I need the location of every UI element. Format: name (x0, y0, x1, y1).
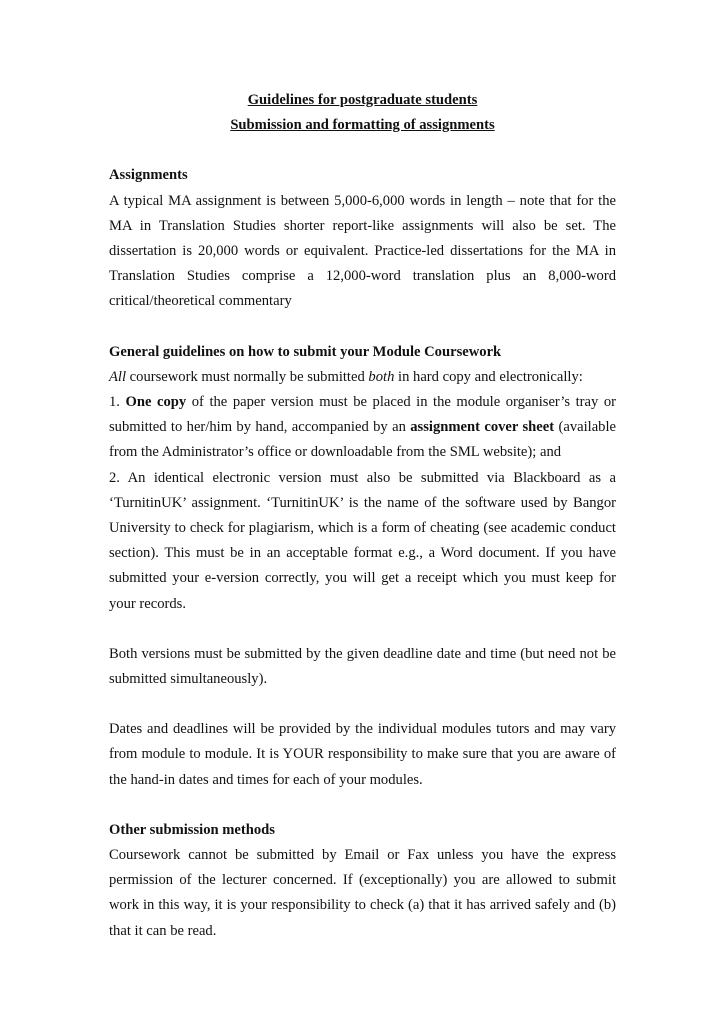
intro-mid-text: coursework must normally be submitted (126, 368, 369, 385)
item-2-paragraph: 2. An identical electronic version must also be submitted via Blackboard as a ‘TurnitinUK’ assignment. ‘TurnitinUK’ is the name of the software used by Bangor University to check for plagiarism, which is a form of cheating (see academic conduct section). This must be in an acceptable format e.g., a Word document. If you have submitted your e-version correctly, you will get a receipt which you must keep for your records. (109, 469, 616, 612)
item-1-paragraph (109, 390, 616, 466)
item-1-text: of the paper version must be placed in the module organiser’s tray or submitted to her/him by hand, accompanied by an (109, 394, 617, 436)
title-line-1: Guidelines for postgraduate students (247, 92, 478, 108)
both-versions-paragraph: Both versions must be submitted by the given deadline date and time (but need not be submitted simultaneously). (109, 645, 616, 688)
assignments-paragraph: A typical MA assignment is between 5,000-6,000 words in length – note that for the MA in Translation Studies shorter report-like assignments will also be set. The dissertation is 20,000 words or equivalent. Practice-led dissertations for the MA in Translation Studies comprise a 12,000-word translation plus an 8,000-word critical/theoretical commentary (109, 192, 616, 310)
heading-other-submission: Other submission methods (109, 821, 275, 838)
emphasis-both: both (368, 368, 395, 385)
general-intro-paragraph (109, 365, 616, 390)
dates-deadlines-paragraph: Dates and deadlines will be provided by the individual modules tutors and may vary from module to module. It is YOUR responsibility to make sure that you are aware of the hand-in dates and times for each of your modules. (109, 721, 616, 788)
intro-end-text: in hard copy and electronically: (394, 368, 583, 385)
item-1-number: 1. (109, 394, 126, 411)
item-1-bold-one-copy: One copy (125, 394, 187, 411)
document-page (109, 88, 616, 944)
other-submission-paragraph: Coursework cannot be submitted by Email or Fax unless you have the express permission of the lecturer concerned. If (exceptionally) you are allowed to submit work in this way, it is your responsibility to check (a) that it has arrived safely and (b) that it can be read. (109, 847, 616, 939)
title-line-2: Submission and formatting of assignments (230, 117, 495, 134)
section-other-submission (109, 818, 616, 944)
emphasis-all: All (109, 368, 127, 385)
section-general-guidelines (109, 340, 616, 793)
document-title (109, 88, 616, 138)
heading-general-guidelines: General guidelines on how to submit your Module Coursework (109, 343, 502, 360)
item-1-bold-cover-sheet: assignment cover sheet (410, 419, 555, 436)
item-1-end-text: (available from the Administrator’s office or downloadable from the SML website); and (109, 419, 617, 461)
heading-assignments: Assignments (109, 167, 188, 184)
section-assignments (109, 163, 616, 314)
